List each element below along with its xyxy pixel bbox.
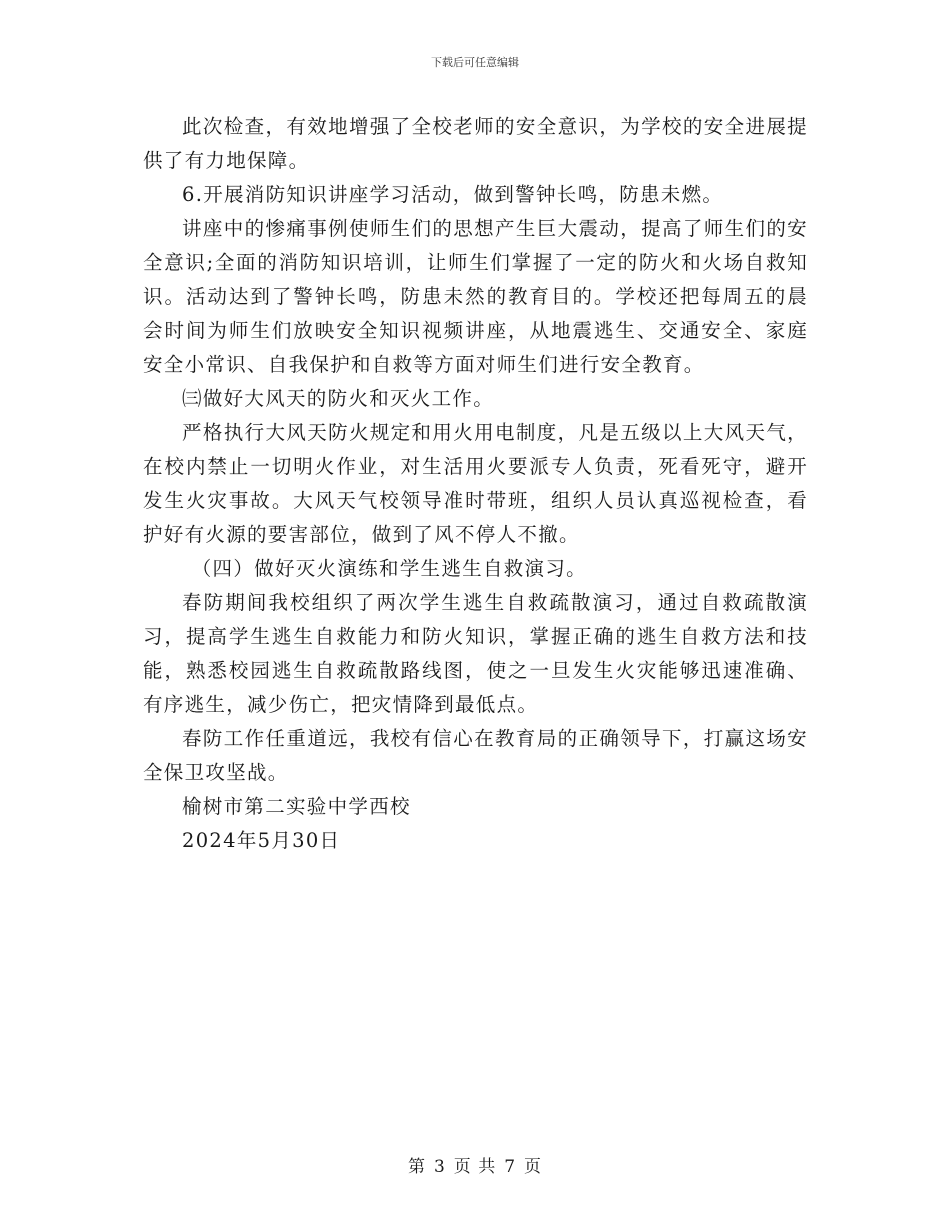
paragraph-item-6-heading: 6.开展消防知识讲座学习活动，做到警钟长鸣，防患未燃。 [182,183,724,206]
signature-school-name: 榆树市第二实验中学西校 [182,795,411,818]
paragraph-inspection-summary: 此次检查，有效地增强了全校老师的安全意识，为学校的安全进展提供了有力地保障。 [143,115,808,172]
paragraph-closing-statement: 春防工作任重道远，我校有信心在教育局的正确领导下，打赢这场安全保卫攻坚战。 [143,727,808,784]
footer-middle: 页 共 [453,1157,497,1177]
signature-date: 2024年5月30日 [182,829,341,852]
footer-total-pages: 7 [504,1157,517,1177]
paragraph-drill-details: 春防期间我校组织了两次学生逃生自救疏散演习，通过自救疏散演习，提高学生逃生自救能力和防火知识，掌握正确的逃生自救方法和技能，熟悉校园逃生自救疏散路线图，使之一旦发生火灾能够迅速准确、有序逃生，减少伤亡，把灾情降到最低点。 [143,591,808,716]
paragraph-lecture-details: 讲座中的惨痛事例使师生们的思想产生巨大震动，提高了师生们的安全意识;全面的消防知识培训，让师生们掌握了一定的防火和火场自救知识。活动达到了警钟长鸣，防患未然的教育目的。学校还把每周五的晨会时间为师生们放映安全知识视频讲座，从地震逃生、交通安全、家庭安全小常识、自我保护和自救等方面对师生们进行安全教育。 [143,217,808,376]
paragraph-section-3-heading: ㈢做好大风天的防火和灭火工作。 [182,387,495,410]
header-note: 下载后可任意编辑 [431,56,519,69]
footer-suffix: 页 [524,1157,543,1177]
document-body [143,110,808,858]
footer-prefix: 第 [407,1157,426,1177]
paragraph-section-4-heading: （四）做好灭火演练和学生逃生自救演习。 [191,557,587,580]
footer-page-number: 3 [433,1157,446,1177]
paragraph-windy-day-rules: 严格执行大风天防火规定和用火用电制度，凡是五级以上大风天气，在校内禁止一切明火作业，对生活用火要派专人负责，死看死守，避开发生火灾事故。大风天气校领导准时带班，组织人员认真巡视检查，看护好有火源的要害部位，做到了风不停人不撤。 [143,421,808,546]
page-footer [0,1152,950,1177]
